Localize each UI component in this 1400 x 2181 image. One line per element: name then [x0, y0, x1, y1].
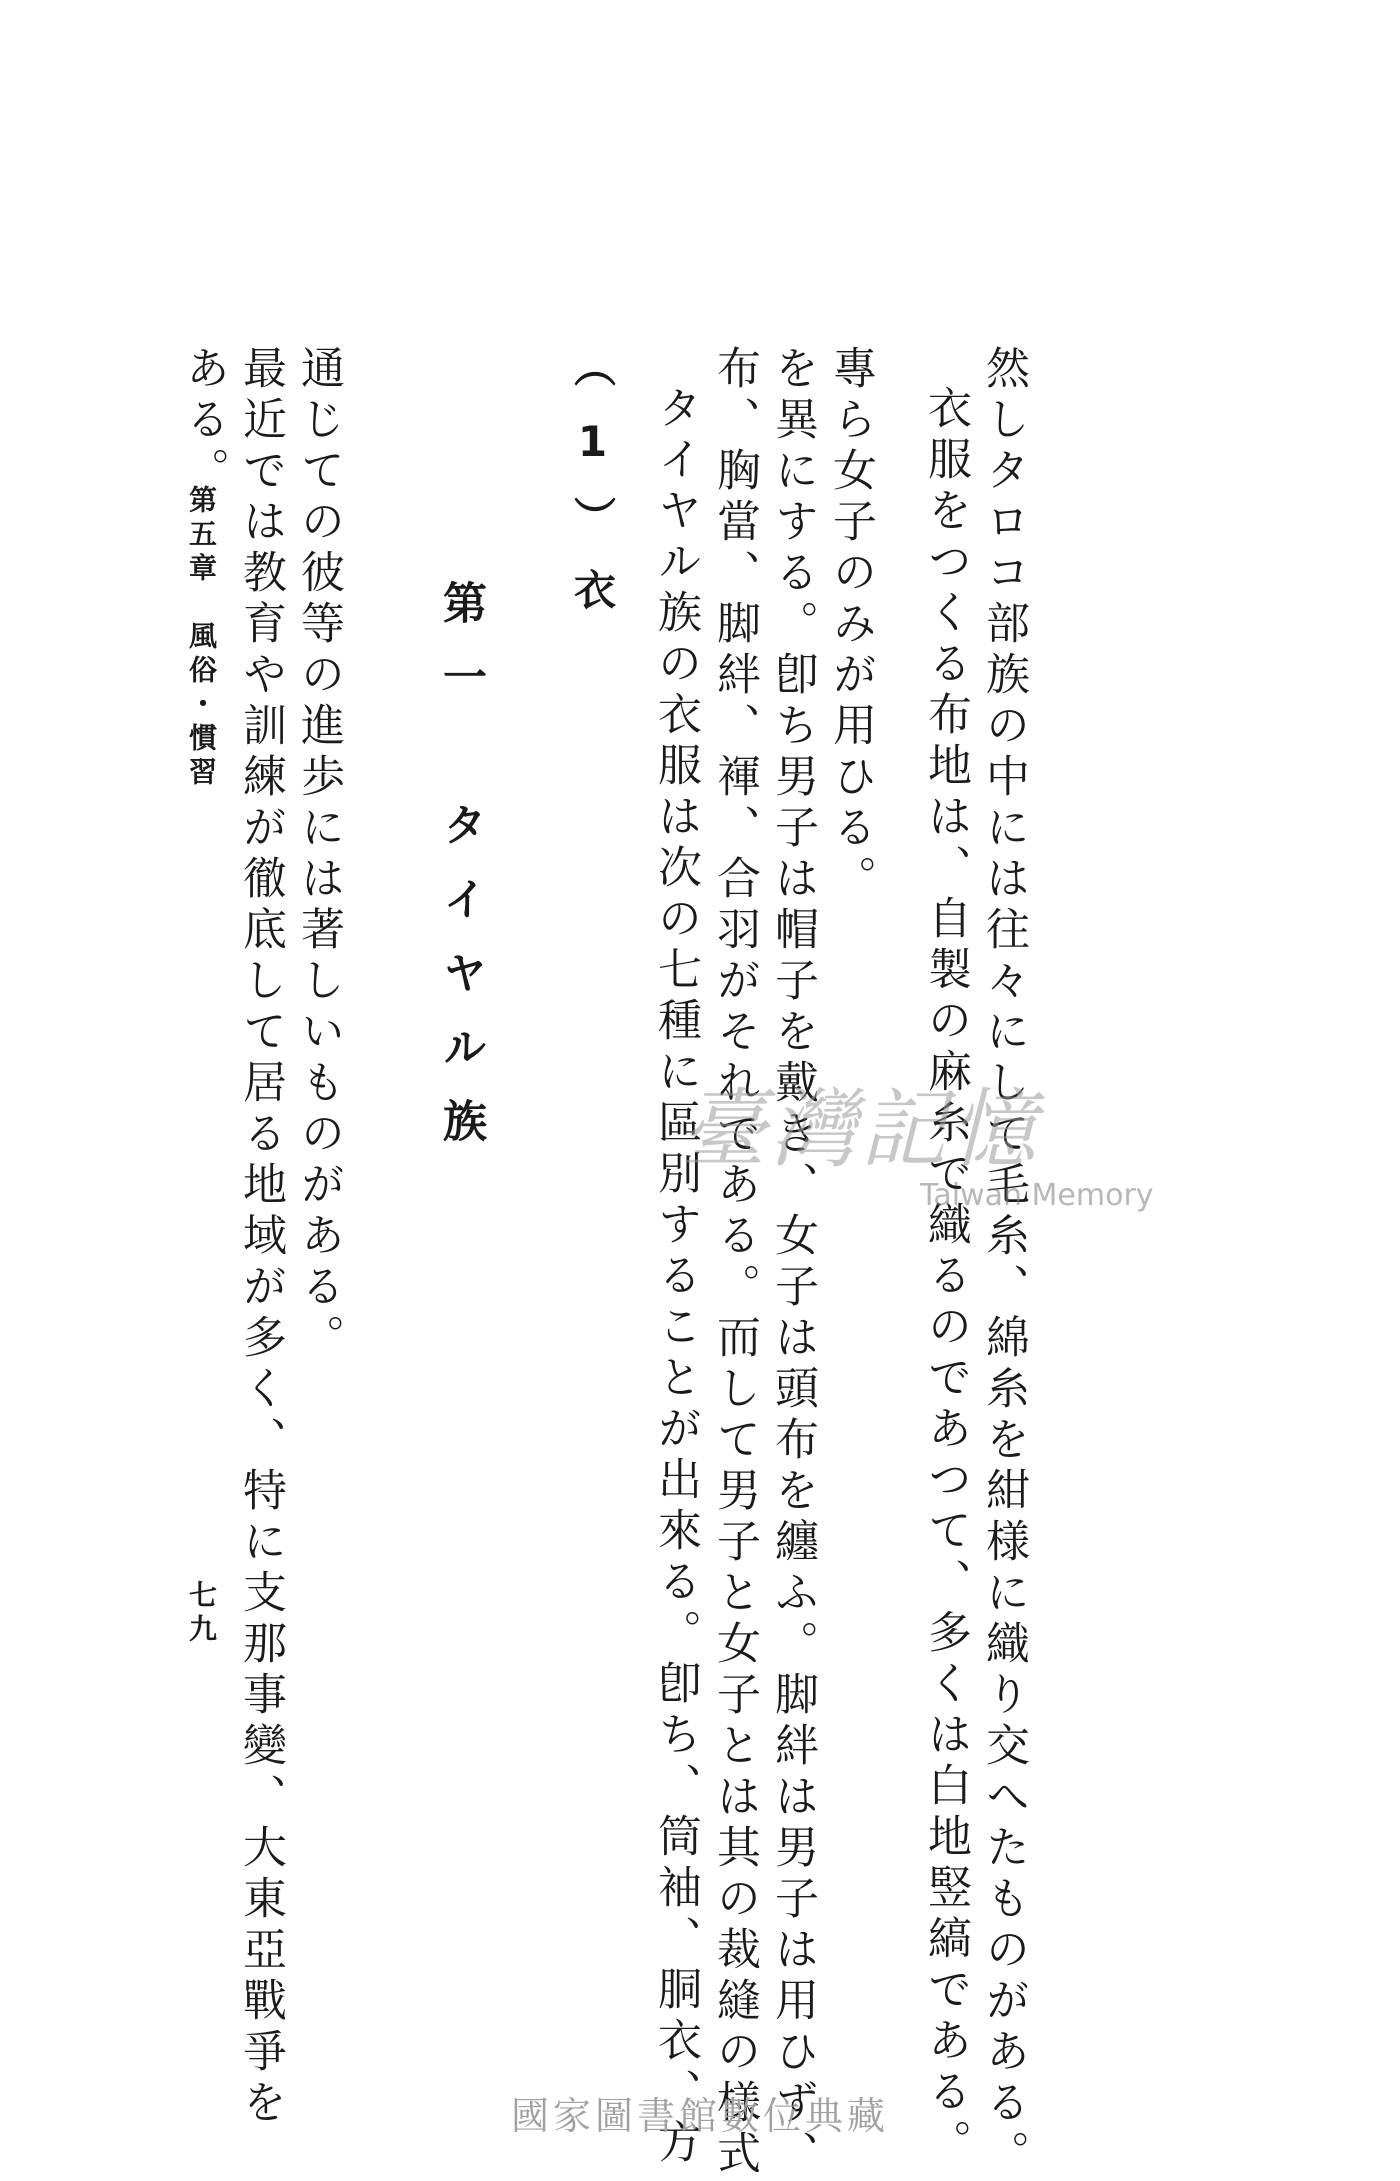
watermark-chinese: 臺灣記憶: [680, 1080, 1040, 1180]
text-column-3: 通じての彼等の進歩には著しいものがある。: [293, 345, 344, 1365]
text-column-8: 衣服をつくる布地は、自製の麻糸で織るのであつて、多くは白地竪縞である。: [920, 385, 971, 2170]
watermark-english: Taiwan Memory: [920, 1178, 1154, 1213]
library-mark: 國家圖書館數位典藏: [510, 2094, 889, 2138]
watermark: [680, 1060, 1154, 1240]
text-column-6: を異にする。卽ち男子は帽子を戴き、女子は頭布を纏ふ。脚絆は男子は用ひず、: [767, 345, 818, 2181]
running-footer: 第五章 風俗・慣習: [185, 485, 218, 791]
text-column-9: 然しタロコ部族の中には往々にして毛糸、綿糸を紺様に織り交へたものがある。: [978, 345, 1029, 2181]
subsection-heading: （1）衣: [568, 345, 617, 640]
text-column-1: ある。: [178, 345, 229, 498]
page-number: 七九: [185, 1580, 218, 1648]
text-column-4: タイヤル族の衣服は次の七種に區別することが出來る。卽ち、筒袖、胴衣、方: [650, 385, 701, 2170]
text-column-2: 最近では教育や訓練が徹底して居る地域が多く、特に支那事變、大東亞戰爭を: [235, 345, 286, 2130]
text-column-7: 專ら女子のみが用ひる。: [825, 345, 876, 906]
section-heading: 第一 タイヤル族: [435, 580, 486, 1172]
text-column-5: 布、胸當、脚絆、褌、合羽がそれである。而して男子と女子とは其の裁縫の様式: [709, 345, 760, 2181]
